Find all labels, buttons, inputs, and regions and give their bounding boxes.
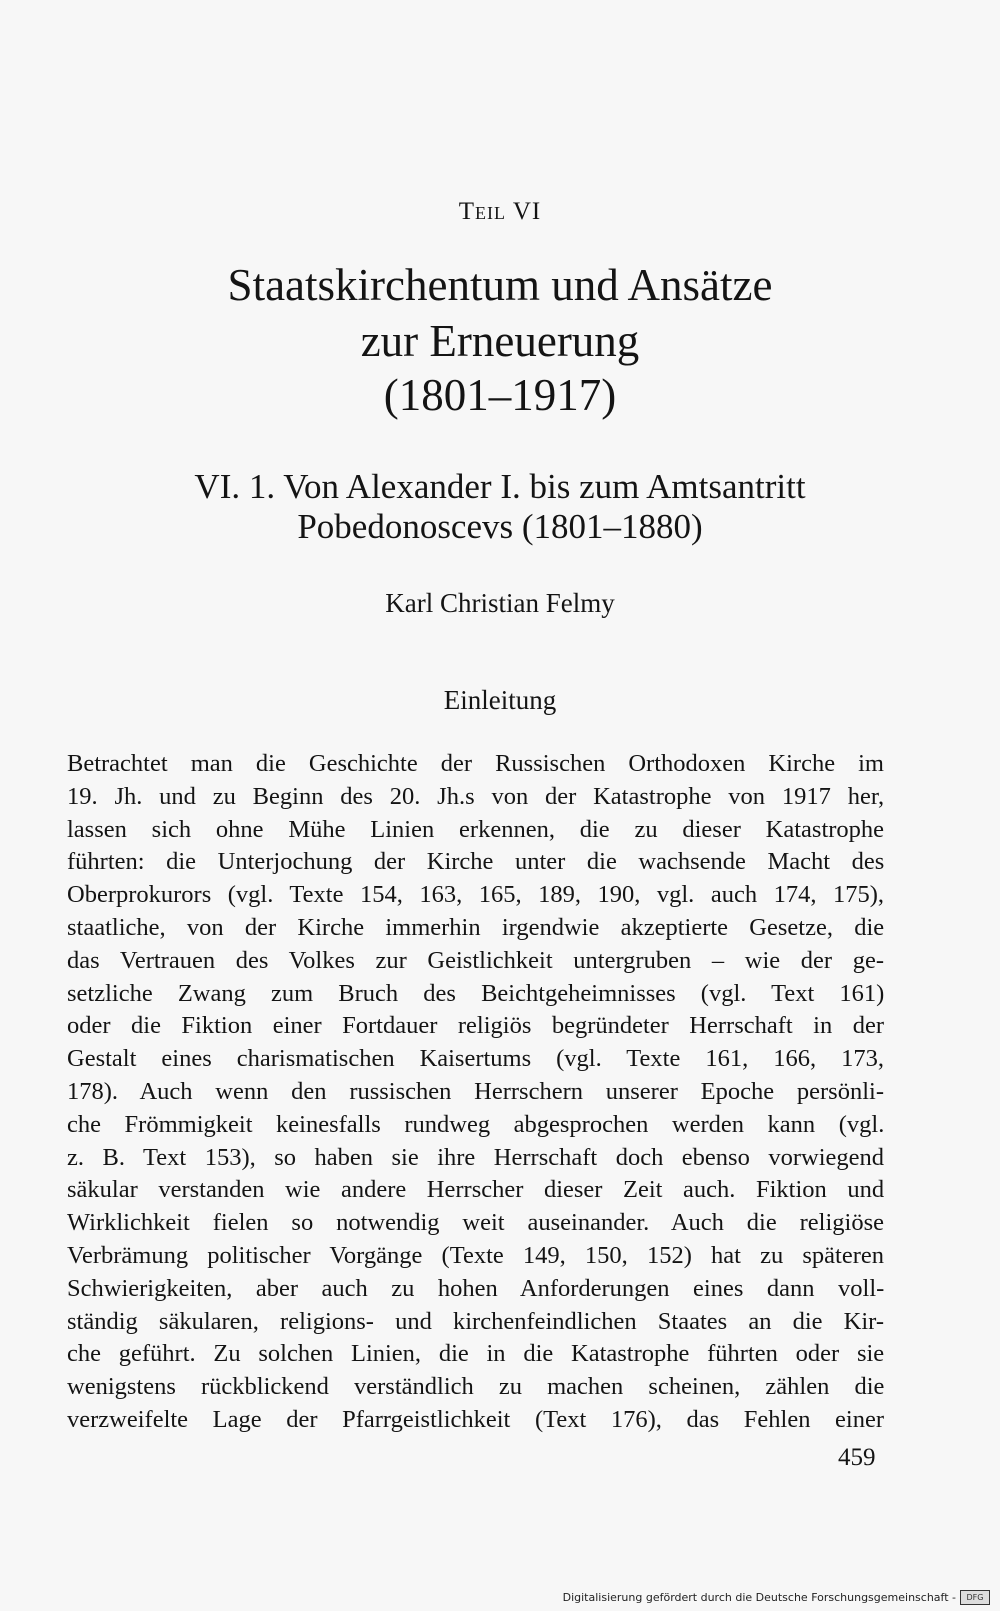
body-line: oder die Fiktion einer Fortdauer religiös begründeter Herrschaft in der [67, 1012, 884, 1040]
body-line: 178). Auch wenn den russischen Herrschern unserer Epoche persönli- [67, 1077, 884, 1105]
body-line: das Vertrauen des Volkes zur Geistlichkeit untergruben – wie der ge- [67, 946, 884, 974]
body-line: Betrachtet man die Geschichte der Russischen Orthodoxen Kirche im [67, 750, 884, 777]
section-heading: Einleitung [443, 685, 557, 715]
title-line-1: Staatskirchentum und Ansätze [227, 260, 773, 310]
body-line: z. B. Text 153), so haben sie ihre Herrschaft doch ebenso vorwiegend [67, 1143, 884, 1171]
body-line: Schwierigkeiten, aber auch zu hohen Anforderungen eines dann voll- [67, 1274, 885, 1302]
body-line: lassen sich ohne Mühe Linien erkennen, die zu dieser Katastrophe [67, 815, 885, 843]
body-line: Oberprokurors (vgl. Texte 154, 163, 165, 189, 190, vgl. auch 174, 175), [67, 881, 884, 909]
body-paragraph [67, 748, 884, 1437]
body-line: Verbrämung politischer Vorgänge (Texte 149, 150, 152) hat zu späteren [67, 1241, 884, 1269]
body-line: verzweifelte Lage der Pfarrgeistlichkeit (Text 176), das Fehlen einer [67, 1405, 884, 1433]
body-line: staatliche, von der Kirche immerhin irgendwie akzeptierte Gesetze, die [67, 913, 885, 941]
body-line: Gestalt eines charismatischen Kaisertums (vgl. Texte 161, 166, 173, [67, 1045, 884, 1073]
body-line: ständig säkularen, religions- und kirchenfeindlichen Staates an die Kir- [67, 1307, 884, 1335]
subtitle-line-1: VI. 1. Von Alexander I. bis zum Amtsantritt [194, 467, 806, 506]
body-line: wenigstens rückblickend verständlich zu machen scheinen, zählen die [67, 1373, 885, 1401]
title-line-3: (1801–1917) [383, 370, 617, 420]
dfg-logo-icon: DFG [960, 1590, 990, 1605]
author-name: Karl Christian Felmy [385, 588, 615, 618]
digitization-footer [563, 1590, 990, 1605]
body-line: 19. Jh. und zu Beginn des 20. Jh.s von der Katastrophe von 1917 her, [67, 782, 885, 810]
body-line: che geführt. Zu solchen Linien, die in die Katastrophe führten oder sie [67, 1340, 885, 1368]
page-number: 459 [838, 1444, 876, 1471]
body-line: führten: die Unterjochung der Kirche unter die wachsende Macht des [67, 848, 885, 876]
body-line: setzliche Zwang zum Bruch des Beichtgeheimnisses (vgl. Text 161) [67, 979, 885, 1007]
title-line-2: zur Erneuerung [360, 316, 640, 366]
body-line: säkular verstanden wie andere Herrscher dieser Zeit auch. Fiktion und [67, 1176, 885, 1204]
body-line: che Frömmigkeit keinesfalls rundweg abgesprochen werden kann (vgl. [67, 1110, 885, 1138]
body-line: Wirklichkeit fielen so notwendig weit auseinander. Auch die religiöse [67, 1209, 884, 1237]
footer-text: Digitalisierung gefördert durch die Deutsche Forschungsgemeinschaft - [562, 1591, 956, 1604]
part-label: Teil VI [458, 198, 542, 225]
subtitle-line-2: Pobedonoscevs (1801–1880) [297, 507, 703, 546]
